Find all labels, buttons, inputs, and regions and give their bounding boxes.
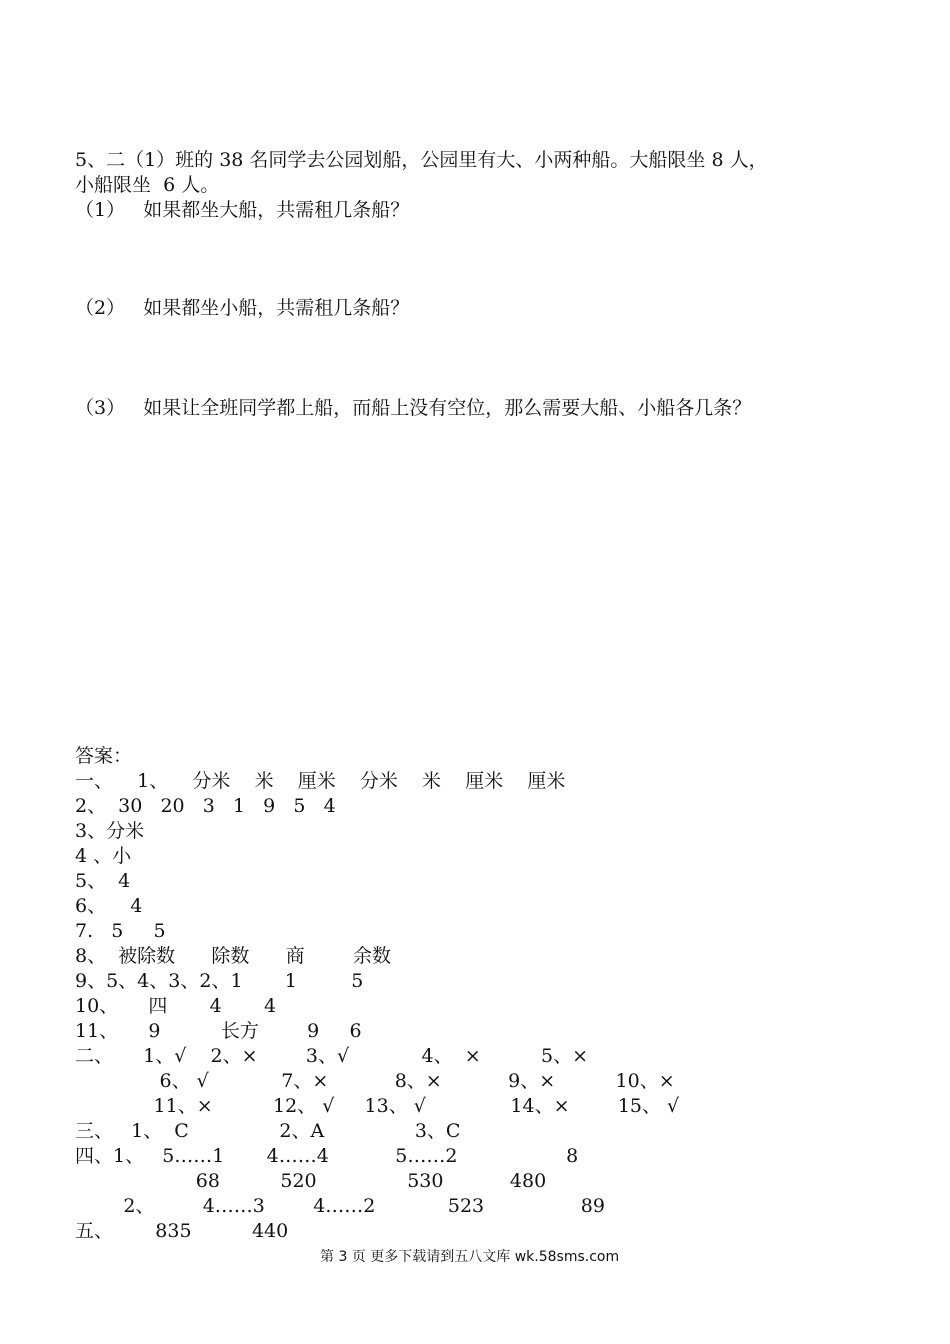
question-5-stem-line2: 小船限坐 6 人。 — [75, 174, 220, 196]
question-5-sub-1: （1） 如果都坐大船，共需租几条船？ — [75, 199, 410, 221]
answer-line: 五、 835 440 — [75, 1220, 289, 1242]
answer-line: 2、 4……3 4……2 523 89 — [75, 1195, 605, 1217]
answer-line: 3、分米 — [75, 820, 145, 842]
answer-line: 11、 9 长方 9 6 — [75, 1020, 362, 1042]
question-5-stem-line1: 5、二（1）班的 38 名同学去公园划船，公园里有大、小两种船。大船限坐 8 人， — [75, 149, 768, 171]
answer-line: 三、 1、 C 2、A 3、C — [75, 1120, 461, 1142]
answer-line: 6、 √ 7、× 8、× 9、× 10、× — [75, 1070, 675, 1092]
answer-line: 8、 被除数 除数 商 余数 — [75, 945, 391, 967]
answer-line: 5、 4 — [75, 870, 131, 892]
answer-line: 7. 5 5 — [75, 920, 166, 942]
answer-line: 11、× 12、 √ 13、 √ 14、× 15、 √ — [75, 1095, 680, 1117]
answer-line: 一、 1、 分米 米 厘米 分米 米 厘米 厘米 — [75, 770, 566, 792]
page-footer: 第 3 页 更多下载请到五八文库 wk.58sms.com — [320, 1249, 620, 1265]
answer-line: 9、5、4、3、2、1 1 5 — [75, 970, 364, 992]
answer-line: 2、 30 20 3 1 9 5 4 — [75, 795, 336, 817]
answer-line: 4 、小 — [75, 845, 132, 867]
answer-line: 6、 4 — [75, 895, 143, 917]
question-5-sub-2: （2） 如果都坐小船，共需租几条船？ — [75, 297, 410, 319]
answer-title: 答案： — [75, 745, 133, 767]
answer-line: 四、1、 5……1 4……4 5……2 8 — [75, 1145, 579, 1167]
answer-line: 二、 1、√ 2、× 3、√ 4、 × 5、× — [75, 1045, 589, 1067]
answer-line: 10、 四 4 4 — [75, 995, 277, 1017]
question-5-sub-3: （3） 如果让全班同学都上船，而船上没有空位，那么需要大船、小船各几条？ — [75, 397, 752, 419]
answer-line: 68 520 530 480 — [75, 1170, 547, 1192]
